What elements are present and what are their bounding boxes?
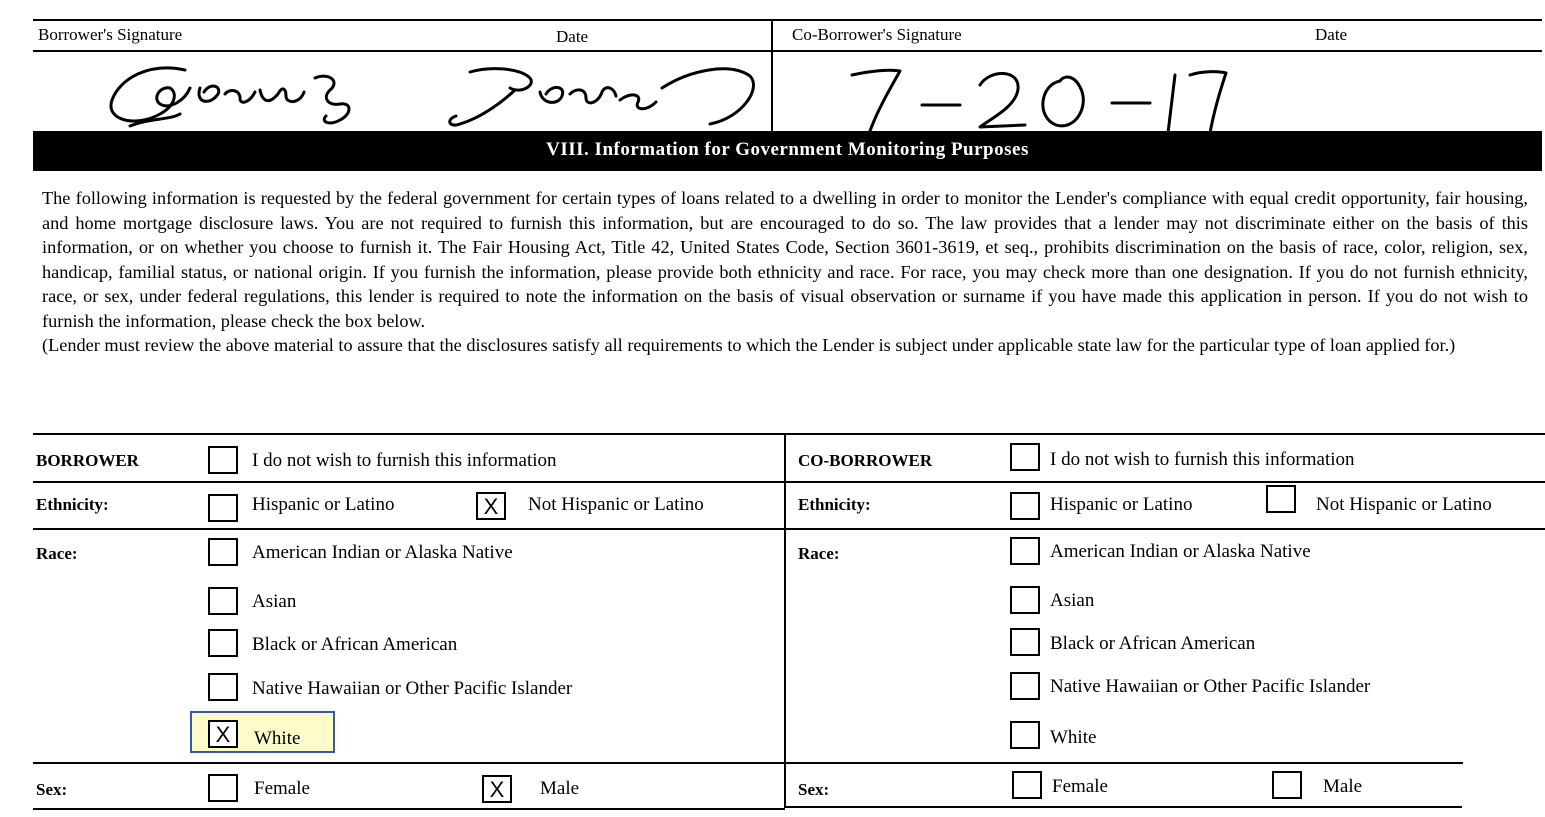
coborrower-race-label: Race: bbox=[798, 544, 840, 563]
borrower-sex-male-label: Male bbox=[540, 778, 580, 799]
grid-rule-4 bbox=[33, 762, 1463, 764]
top-rule bbox=[33, 19, 1542, 21]
lender-note: (Lender must review the above material to assure that the disclosures satisfy all requirements to which the Lender is subject under applicable state law for the particular type of loan applied for.) bbox=[42, 335, 1456, 355]
coborrower-no-furnish-checkbox[interactable] bbox=[1010, 443, 1040, 471]
grid-rule-bottom-left bbox=[33, 808, 785, 810]
grid-rule-bottom-right bbox=[785, 806, 1462, 808]
coborrower-sex-male-label: Male bbox=[1323, 776, 1363, 797]
grid-rule-2 bbox=[33, 481, 1545, 483]
grid-rule-3 bbox=[33, 528, 1545, 530]
signature-date-handwritten bbox=[830, 55, 1230, 135]
borrower-race-hawaiian-label: Native Hawaiian or Other Pacific Islander bbox=[252, 678, 573, 699]
coborrower-race-american-indian-checkbox[interactable] bbox=[1010, 537, 1040, 565]
coborrower-race-black-label: Black or African American bbox=[1050, 633, 1256, 654]
coborrower-no-furnish-label: I do not wish to furnish this information bbox=[1050, 449, 1355, 470]
borrower-no-furnish-checkbox[interactable] bbox=[208, 446, 238, 474]
borrower-sex-male-checkbox[interactable] bbox=[482, 775, 512, 803]
borrower-signature bbox=[90, 48, 790, 138]
borrower-not-hispanic-checkbox[interactable] bbox=[476, 492, 506, 520]
coborrower-sex-female-label: Female bbox=[1052, 776, 1108, 797]
borrower-race-black-checkbox[interactable] bbox=[208, 629, 238, 657]
borrower-heading: BORROWER bbox=[36, 451, 139, 470]
coborrower-sex-male-checkbox[interactable] bbox=[1272, 771, 1302, 799]
coborrower-not-hispanic-checkbox[interactable] bbox=[1266, 485, 1296, 513]
coborrower-race-asian-label: Asian bbox=[1050, 590, 1095, 611]
coborrower-sex-label: Sex: bbox=[798, 780, 830, 799]
coborrower-signature-label: Co-Borrower's Signature bbox=[792, 25, 962, 44]
borrower-signature-label: Borrower's Signature bbox=[38, 25, 183, 44]
borrower-date-label: Date bbox=[556, 27, 589, 46]
borrower-no-furnish-label: I do not wish to furnish this information bbox=[252, 450, 557, 471]
borrower-race-white-label: White bbox=[254, 728, 301, 749]
coborrower-hispanic-checkbox[interactable] bbox=[1010, 492, 1040, 520]
grid-divider bbox=[784, 433, 786, 808]
coborrower-race-hawaiian-checkbox[interactable] bbox=[1010, 672, 1040, 700]
coborrower-sex-female-checkbox[interactable] bbox=[1012, 771, 1042, 799]
borrower-race-american-indian-checkbox[interactable] bbox=[208, 538, 238, 566]
borrower-not-hispanic-label: Not Hispanic or Latino bbox=[528, 494, 704, 515]
coborrower-race-american-indian-label: American Indian or Alaska Native bbox=[1050, 541, 1311, 562]
borrower-race-asian-label: Asian bbox=[252, 591, 297, 612]
coborrower-heading: CO-BORROWER bbox=[798, 451, 933, 470]
coborrower-not-hispanic-label: Not Hispanic or Latino bbox=[1316, 494, 1492, 515]
borrower-race-american-indian-label: American Indian or Alaska Native bbox=[252, 542, 513, 563]
coborrower-race-white-checkbox[interactable] bbox=[1010, 721, 1040, 749]
instructions-paragraph: The following information is requested by the federal government for certain types of loans related to a dwelling in order to monitor the Lender's compliance with equal credit opportunity, fair housing, and home mortgage disclosure laws. You are not required to furnish this information, but are encouraged to do so. The law provides that a lender may not discriminate either on the basis of this information, or on whether you choose to furnish it. The Fair Housing Act, Title 42, United States Code, Section 3601-3619, et seq., prohibits discrimination on the basis of race, color, religion, sex, handicap, familial status, or national origin. If you furnish the information, please provide both ethnicity and race. For race, you may check more than one designation. If you do not furnish ethnicity, race, or sex, under federal regulations, this lender is required to note the information on the basis of visual observation or surname if you have made this application in person. If you do not wish to furnish the information, please check the box below. bbox=[42, 188, 1528, 331]
borrower-race-hawaiian-checkbox[interactable] bbox=[208, 673, 238, 701]
borrower-race-asian-checkbox[interactable] bbox=[208, 587, 238, 615]
coborrower-date-label: Date bbox=[1315, 25, 1348, 44]
coborrower-race-black-checkbox[interactable] bbox=[1010, 628, 1040, 656]
coborrower-race-white-label: White bbox=[1050, 727, 1097, 748]
coborrower-race-hawaiian-label: Native Hawaiian or Other Pacific Islander bbox=[1050, 676, 1371, 697]
coborrower-hispanic-label: Hispanic or Latino bbox=[1050, 494, 1193, 515]
borrower-hispanic-label: Hispanic or Latino bbox=[252, 494, 395, 515]
instructions bbox=[42, 186, 1528, 358]
borrower-race-label: Race: bbox=[36, 544, 78, 563]
grid-rule-top bbox=[33, 433, 1545, 435]
borrower-sex-female-checkbox[interactable] bbox=[208, 774, 238, 802]
coborrower-race-asian-checkbox[interactable] bbox=[1010, 586, 1040, 614]
borrower-sex-label: Sex: bbox=[36, 780, 68, 799]
coborrower-ethnicity-label: Ethnicity: bbox=[798, 495, 871, 514]
borrower-sex-female-label: Female bbox=[254, 778, 310, 799]
borrower-hispanic-checkbox[interactable] bbox=[208, 494, 238, 522]
borrower-ethnicity-label: Ethnicity: bbox=[36, 495, 109, 514]
borrower-race-black-label: Black or African American bbox=[252, 634, 458, 655]
borrower-race-white-checkbox[interactable] bbox=[208, 720, 238, 748]
section-title: VIII. Information for Government Monitoring Purposes bbox=[33, 131, 1542, 171]
